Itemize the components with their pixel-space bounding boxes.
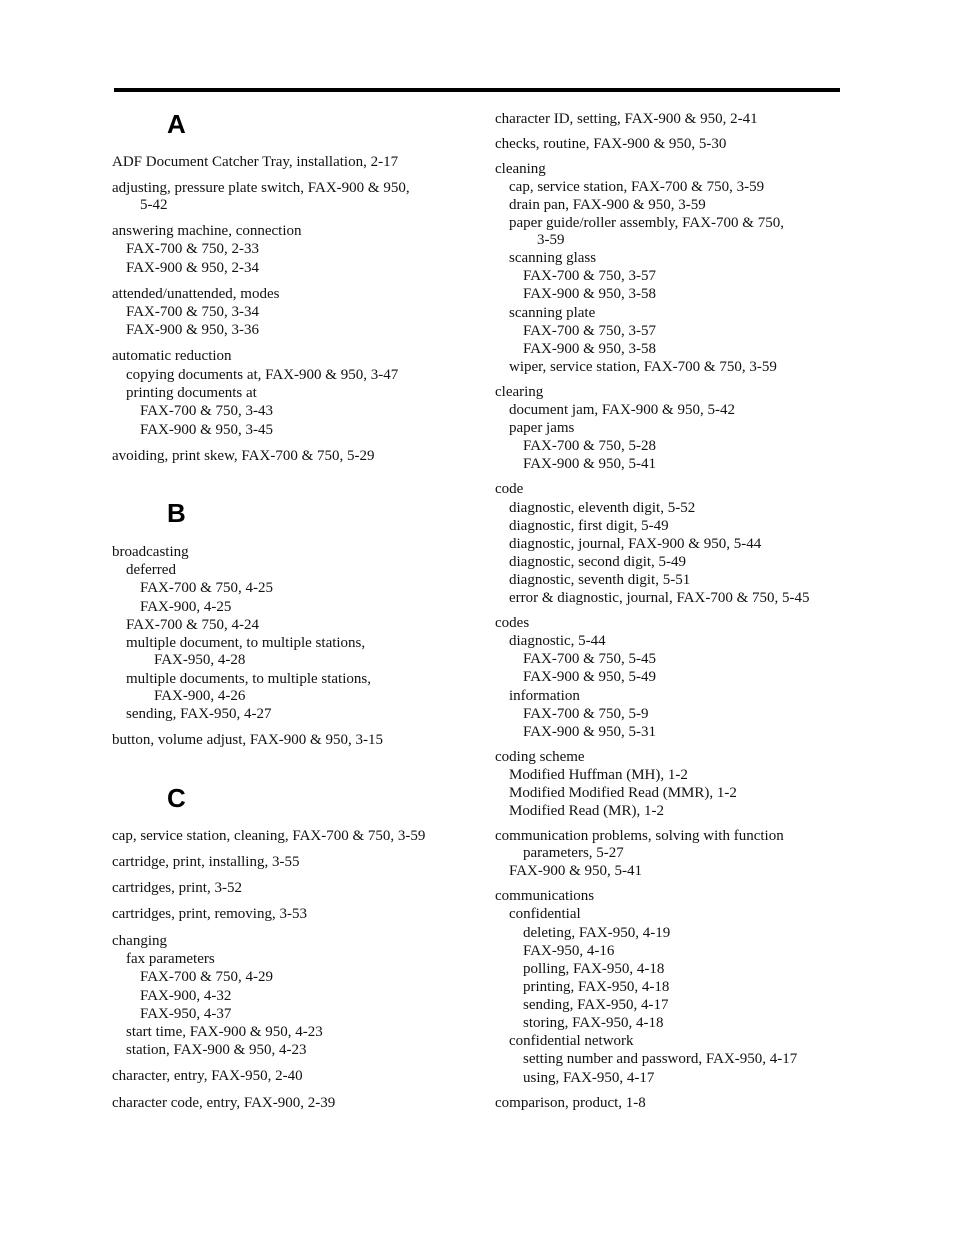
index-entry: FAX-700 & 750, 5-45 — [523, 651, 657, 667]
index-entry: diagnostic, eleventh digit, 5-52 — [509, 500, 696, 516]
index-entry: Modified Huffman (MH), 1-2 — [509, 767, 688, 783]
index-entry: communication problems, solving with function — [495, 828, 784, 844]
index-entry: 3-59 — [537, 232, 565, 248]
index-entry: diagnostic, first digit, 5-49 — [509, 518, 669, 534]
index-entry: FAX-900 & 950, 2-34 — [126, 260, 260, 276]
index-entry: scanning plate — [509, 305, 596, 321]
index-entry: FAX-700 & 750, 5-28 — [523, 438, 657, 454]
index-entry: FAX-900 & 950, 5-49 — [523, 669, 657, 685]
index-entry: FAX-900 & 950, 3-58 — [523, 341, 657, 357]
index-entry: printing, FAX-950, 4-18 — [523, 979, 670, 995]
index-entry: FAX-900, 4-26 — [154, 688, 246, 704]
index-entry: Modified Modified Read (MMR), 1-2 — [509, 785, 737, 801]
index-entry: setting number and password, FAX-950, 4-17 — [523, 1051, 798, 1067]
index-entry: cartridges, print, 3-52 — [112, 880, 242, 896]
index-entry: FAX-900 & 950, 5-31 — [523, 724, 657, 740]
index-entry: FAX-700 & 750, 4-25 — [140, 580, 274, 596]
index-entry: confidential — [509, 906, 581, 922]
index-entry: start time, FAX-900 & 950, 4-23 — [126, 1024, 323, 1040]
index-entry: station, FAX-900 & 950, 4-23 — [126, 1042, 307, 1058]
index-entry: paper guide/roller assembly, FAX-700 & 750, — [509, 215, 784, 231]
index-entry: FAX-900, 4-25 — [140, 599, 232, 615]
header-rule — [114, 88, 840, 92]
index-entry: scanning glass — [509, 250, 597, 266]
index-entry: parameters, 5-27 — [523, 845, 624, 861]
index-entry: multiple document, to multiple stations, — [126, 635, 366, 651]
index-entry: cap, service station, cleaning, FAX-700 & 750, 3-59 — [112, 828, 426, 844]
index-entry: cleaning — [495, 161, 546, 177]
index-entry: cap, service station, FAX-700 & 750, 3-59 — [509, 179, 765, 195]
section-letter-c: C — [167, 783, 186, 813]
index-entry: FAX-700 & 750, 3-43 — [140, 403, 274, 419]
index-entry: paper jams — [509, 420, 575, 436]
index-entry: diagnostic, 5-44 — [509, 633, 606, 649]
index-entry: changing — [112, 933, 167, 949]
index-entry: storing, FAX-950, 4-18 — [523, 1015, 664, 1031]
index-entry: error & diagnostic, journal, FAX-700 & 750, 5-45 — [509, 590, 810, 606]
index-entry: FAX-700 & 750, 3-34 — [126, 304, 260, 320]
index-entry: FAX-700 & 750, 2-33 — [126, 241, 260, 257]
index-entry: adjusting, pressure plate switch, FAX-900 & 950, — [112, 180, 410, 196]
index-entry: answering machine, connection — [112, 223, 302, 239]
index-entry: diagnostic, seventh digit, 5-51 — [509, 572, 691, 588]
index-entry: cartridge, print, installing, 3-55 — [112, 854, 300, 870]
index-entry: cartridges, print, removing, 3-53 — [112, 906, 307, 922]
index-entry: communications — [495, 888, 595, 904]
index-entry: information — [509, 688, 580, 704]
index-entry: clearing — [495, 384, 544, 400]
index-entry: FAX-950, 4-16 — [523, 943, 615, 959]
index-entry: button, volume adjust, FAX-900 & 950, 3-15 — [112, 732, 383, 748]
index-entry: character, entry, FAX-950, 2-40 — [112, 1068, 303, 1084]
index-entry: polling, FAX-950, 4-18 — [523, 961, 665, 977]
index-entry: sending, FAX-950, 4-27 — [126, 706, 272, 722]
index-entry: FAX-900 & 950, 5-41 — [509, 863, 643, 879]
index-entry: FAX-700 & 750, 4-29 — [140, 969, 274, 985]
index-entry: automatic reduction — [112, 348, 232, 364]
index-entry: deleting, FAX-950, 4-19 — [523, 925, 671, 941]
index-entry: codes — [495, 615, 530, 631]
index-entry: sending, FAX-950, 4-17 — [523, 997, 669, 1013]
index-entry: fax parameters — [126, 951, 215, 967]
index-entry: character code, entry, FAX-900, 2-39 — [112, 1095, 336, 1111]
index-entry: FAX-900 & 950, 3-58 — [523, 286, 657, 302]
index-entry: printing documents at — [126, 385, 257, 401]
index-entry: diagnostic, journal, FAX-900 & 950, 5-44 — [509, 536, 762, 552]
index-entry: diagnostic, second digit, 5-49 — [509, 554, 687, 570]
index-entry: ADF Document Catcher Tray, installation, 2-17 — [112, 154, 399, 170]
index-entry: FAX-900 & 950, 3-36 — [126, 322, 260, 338]
index-entry: character ID, setting, FAX-900 & 950, 2-41 — [495, 111, 758, 127]
index-entry: FAX-700 & 750, 5-9 — [523, 706, 649, 722]
index-entry: broadcasting — [112, 544, 189, 560]
index-entry: drain pan, FAX-900 & 950, 3-59 — [509, 197, 706, 213]
index-entry: FAX-700 & 750, 4-24 — [126, 617, 260, 633]
index-entry: avoiding, print skew, FAX-700 & 750, 5-29 — [112, 448, 375, 464]
index-entry: FAX-700 & 750, 3-57 — [523, 268, 657, 284]
index-entry: wiper, service station, FAX-700 & 750, 3-59 — [509, 359, 777, 375]
index-entry: confidential network — [509, 1033, 634, 1049]
section-letter-a: A — [167, 109, 186, 139]
section-letter-b: B — [167, 498, 186, 528]
index-entry: FAX-900 & 950, 3-45 — [140, 422, 274, 438]
index-entry: attended/unattended, modes — [112, 286, 280, 302]
index-entry: multiple documents, to multiple stations, — [126, 671, 371, 687]
index-entry: Modified Read (MR), 1-2 — [509, 803, 664, 819]
index-entry: using, FAX-950, 4-17 — [523, 1070, 655, 1086]
index-entry: FAX-900, 4-32 — [140, 988, 232, 1004]
index-entry: FAX-950, 4-28 — [154, 652, 246, 668]
index-entry: deferred — [126, 562, 176, 578]
index-entry: copying documents at, FAX-900 & 950, 3-47 — [126, 367, 399, 383]
index-entry: coding scheme — [495, 749, 585, 765]
index-entry: FAX-950, 4-37 — [140, 1006, 232, 1022]
index-entry: comparison, product, 1-8 — [495, 1095, 646, 1111]
index-entry: FAX-700 & 750, 3-57 — [523, 323, 657, 339]
index-entry: code — [495, 481, 524, 497]
index-entry: FAX-900 & 950, 5-41 — [523, 456, 657, 472]
index-entry: checks, routine, FAX-900 & 950, 5-30 — [495, 136, 727, 152]
index-entry: document jam, FAX-900 & 950, 5-42 — [509, 402, 735, 418]
index-entry: 5-42 — [140, 197, 168, 213]
